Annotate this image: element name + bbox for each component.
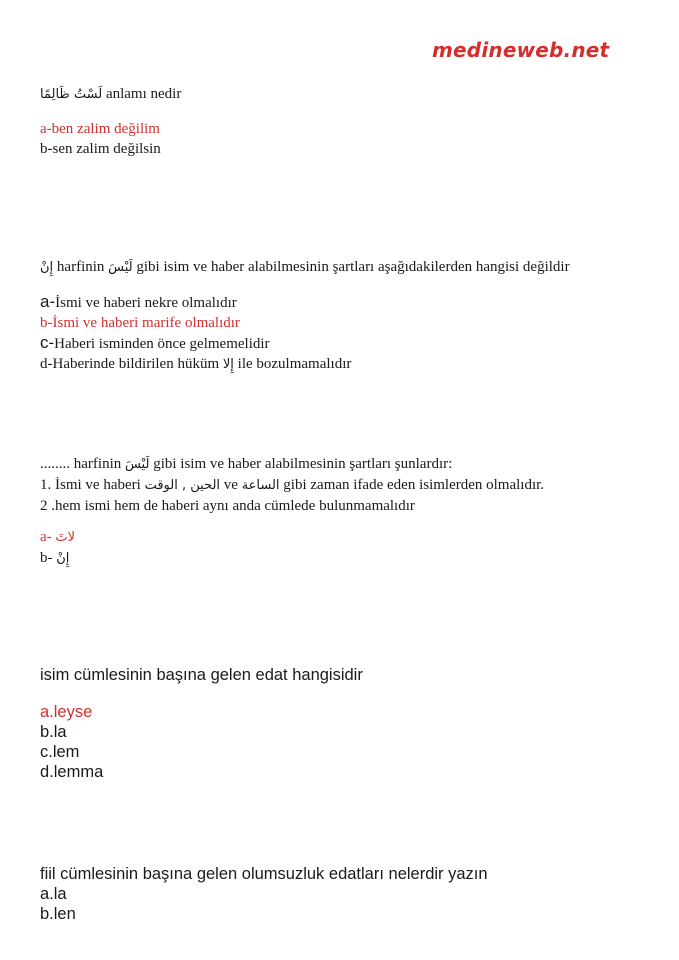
question-4: isim cümlesinin başına gelen edat hangisidir xyxy=(40,666,363,684)
q3-cond1-mid: ve xyxy=(223,477,238,493)
q2-option-d xyxy=(40,354,351,375)
q3-option-b-label: b- xyxy=(40,550,53,566)
q4-options xyxy=(40,702,103,782)
q1-prompt: anlamı nedir xyxy=(105,86,182,102)
q3-cond1-pre: 1. İsmi ve haberi xyxy=(40,477,141,493)
q3-option-a-arabic: لاتَ xyxy=(55,530,76,545)
q3-option-a xyxy=(40,527,75,548)
q2-option-b: b-İsmi ve haberi marife olmalıdır xyxy=(40,315,240,331)
q2-option-c-text: Haberi isminden önce gelmemelidir xyxy=(54,336,270,352)
watermark: medineweb.net xyxy=(432,38,610,62)
q4-option-d: d.lemma xyxy=(40,763,104,781)
q3-cond1-arabic-2: الساعة xyxy=(241,478,280,493)
question-5 xyxy=(40,864,488,924)
q5-option-a: a.la xyxy=(40,885,67,903)
q2-arabic-laysa: لَيْسَ xyxy=(108,260,133,275)
q1-option-b: b-sen zalim değilsin xyxy=(40,141,161,157)
q5-prompt: fiil cümlesinin başına gelen olumsuzluk edatları nelerdir yazın xyxy=(40,865,488,883)
q2-option-d-arabic: إِلا xyxy=(222,357,234,372)
q2-option-c xyxy=(40,333,351,354)
q2-option-d-post: ile bozulmamalıdır xyxy=(237,356,352,372)
q3-cond1-post: gibi zaman ifade eden isimlerden olmalıdır. xyxy=(283,477,545,493)
q2-options xyxy=(40,292,351,375)
q2-option-d-pre: d-Haberinde bildirilen hüküm xyxy=(40,356,220,372)
q2-text2: gibi isim ve haber alabilmesinin şartları aşağıdakilerden hangisi değildir xyxy=(136,259,570,275)
q1-option-a: a-ben zalim değilim xyxy=(40,121,160,137)
q3-cond1-arabic-1: الحين , الوقت xyxy=(144,478,221,493)
q3-option-b xyxy=(40,548,75,569)
question-3 xyxy=(40,454,544,516)
q2-option-a xyxy=(40,292,351,313)
q3-arabic-laysa: لَيْسَ xyxy=(124,457,150,472)
q4-option-c: c.lem xyxy=(40,743,80,761)
q3-condition-2: 2 .hem ismi hem de haberi aynı anda cümlede bulunmamalıdır xyxy=(40,498,415,514)
q3-condition-1 xyxy=(40,475,544,496)
q2-text1: harfinin xyxy=(56,259,105,275)
q3-text2: gibi isim ve haber alabilmesinin şartları şunlardır: xyxy=(153,456,453,472)
q2-option-c-letter: c- xyxy=(40,333,55,352)
q3-option-b-arabic: إِنْ xyxy=(56,551,70,566)
q2-option-a-text: İsmi ve haberi nekre olmalıdır xyxy=(55,295,237,311)
q1-arabic: لَسْتُ ظَالِمًا xyxy=(40,87,103,102)
q4-option-a: a.leyse xyxy=(40,703,93,721)
q3-options xyxy=(40,527,75,569)
question-1 xyxy=(40,84,181,105)
q1-options xyxy=(40,119,161,159)
q3-text1: harfinin xyxy=(73,456,122,472)
q5-option-b: b.len xyxy=(40,905,76,923)
q2-arabic-in: إِنْ xyxy=(40,260,54,275)
q4-option-b: b.la xyxy=(40,723,67,741)
q3-option-a-label: a- xyxy=(40,529,52,545)
q3-dots: ........ xyxy=(40,456,70,472)
question-2 xyxy=(40,257,570,278)
q2-option-a-letter: a- xyxy=(40,292,56,311)
q3-prompt xyxy=(40,454,544,475)
